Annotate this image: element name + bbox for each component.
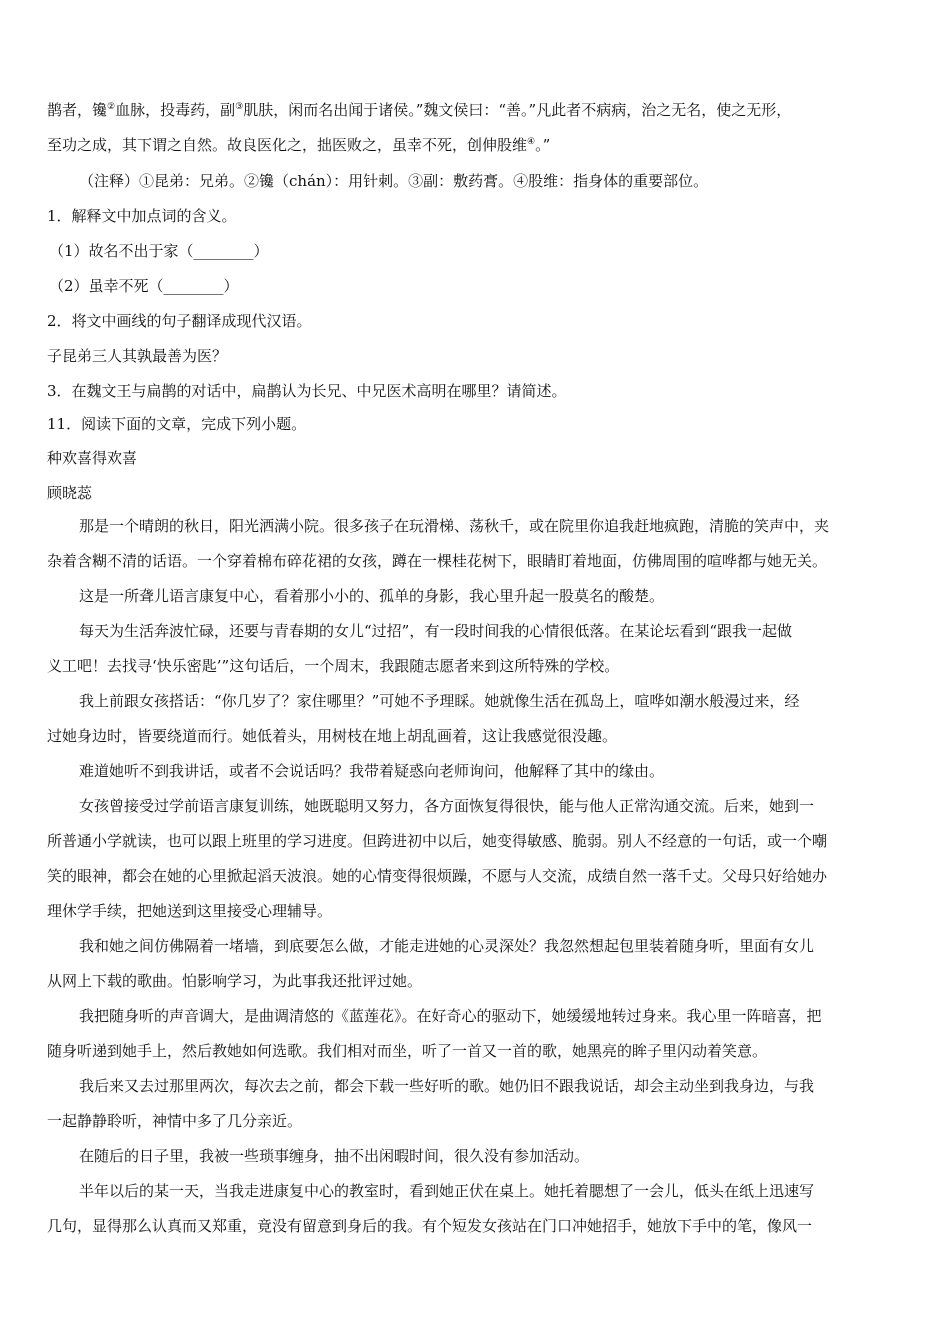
article-line: 随身听递到她手上，然后教她如何选歌。我们相对而坐，听了一首又一首的歌，她黑亮的眸子里闪动着笑意。	[47, 1042, 768, 1060]
section-11-heading: 11．阅读下面的文章，完成下列小题。	[47, 415, 307, 433]
question-1-part-2: （2）虽幸不死（________）	[49, 277, 239, 295]
question-2: 2．将文中画线的句子翻译成现代汉语。	[47, 312, 312, 330]
question-1-part-1: （1）故名不出于家（________）	[49, 242, 269, 260]
article-line: 义工吧！去找寻‘快乐密匙’”这句话后，一个周末，我跟随志愿者来到这所特殊的学校。	[47, 657, 620, 675]
article-line: 笑的眼神，都会在她的心里掀起滔天波浪。她的心情变得很烦躁，不愿与人交流，成绩自然一落千丈。父母只好给她办	[47, 867, 828, 885]
article-line: 理休学手续，把她送到这里接受心理辅导。	[47, 902, 333, 920]
passage-text: 血脉，投毒药，副	[115, 101, 236, 119]
article-line: 我和她之间仿佛隔着一堵墙，到底要怎么做，才能走进她的心灵深处？我忽然想起包里装着随身听，里面有女儿	[79, 937, 815, 955]
article-line: 每天为生活奔波忙碌，还要与青春期的女儿“过招”，有一段时间我的心情很低落。在某论坛看到“跟我一起做	[79, 622, 793, 640]
article-line: 几句，显得那么认真而又郑重，竟没有留意到身后的我。有个短发女孩站在门口冲她招手，她放下手中的笔，像风一	[47, 1217, 813, 1235]
passage-text: 鹊者，镵	[47, 101, 108, 119]
article-line: 我把随身听的声音调大，是曲调清悠的《蓝莲花》。在好奇心的驱动下，她缓缓地转过身来。我心里一阵暗喜，把	[79, 1007, 822, 1025]
article-line: 在随后的日子里，我被一些琐事缠身，抽不出闲暇时间，很久没有参加活动。	[79, 1147, 590, 1165]
passage-text: 肌肤，闲而名出闻于诸侯。”魏文侯曰：“善。”凡此者不病病，治之无名，使之无形，	[243, 101, 792, 119]
passage-text: 。”	[535, 136, 551, 154]
article-line: 所普通小学就读，也可以跟上班里的学习进度。但跨进初中以后，她变得敏感、脆弱。别人不经意的一句话，或一个嘲	[47, 832, 828, 850]
question-1: 1．解释文中加点词的含义。	[47, 207, 237, 225]
article-line: 杂着含糊不清的话语。一个穿着棉布碎花裙的女孩，蹲在一棵桂花树下，眼睛盯着地面，仿佛周围的喧哗都与她无关。	[47, 552, 828, 570]
article-line: 半年以后的某一天，当我走进康复中心的教室时，看到她正伏在桌上。她托着腮想了一会儿，低头在纸上迅速写	[79, 1182, 815, 1200]
footnote-marker: ②	[107, 102, 116, 112]
article-author: 顾晓蕊	[47, 484, 93, 502]
article-line: 难道她听不到我讲话，或者不会说话吗？我带着疑惑向老师询问，他解释了其中的缘由。	[79, 762, 665, 780]
annotation-notes: （注释）①昆弟：兄弟。②镵（chán）：用针刺。③副：敷药膏。④股维：指身体的重要部位。	[79, 172, 709, 190]
article-title: 种欢喜得欢喜	[47, 449, 138, 467]
article-line: 那是一个晴朗的秋日，阳光洒满小院。很多孩子在玩滑梯、荡秋千，或在院里你追我赶地疯跑，清脆的笑声中，夹	[79, 517, 830, 535]
article-line: 一起静静聆听，神情中多了几分亲近。	[47, 1112, 303, 1130]
passage-line-1	[47, 99, 907, 123]
article-line: 我上前跟女孩搭话：“你几岁了？家住哪里？”可她不予理睬。她就像生活在孤岛上，喧哗如潮水般漫过来，经	[79, 692, 800, 710]
article-line: 这是一所聋儿语言康复中心，看着那小小的、孤单的身影，我心里升起一股莫名的酸楚。	[79, 587, 665, 605]
article-line: 从网上下载的歌曲。怕影响学习，为此事我还批评过她。	[47, 972, 423, 990]
passage-text: 至功之成，其下谓之自然。故良医化之，拙医败之，虽幸不死，创伸股维	[47, 136, 528, 154]
passage-line-2	[47, 134, 907, 158]
footnote-marker: ④	[527, 137, 536, 147]
question-2-sentence: 子昆弟三人其孰最善为医？	[47, 347, 228, 365]
article-line: 我后来又去过那里两次，每次去之前，都会下载一些好听的歌。她仍旧不跟我说话，却会主动坐到我身边，与我	[79, 1077, 815, 1095]
article-line: 女孩曾接受过学前语言康复训练，她既聪明又努力，各方面恢复得很快，能与他人正常沟通交流。后来，她到一	[79, 797, 815, 815]
article-line: 过她身边时，皆要绕道而行。她低着头，用树枝在地上胡乱画着，这让我感觉很没趣。	[47, 727, 618, 745]
question-3: 3．在魏文王与扁鹊的对话中，扁鹊认为长兄、中兄医术高明在哪里？请简述。	[47, 382, 567, 400]
footnote-marker: ③	[235, 102, 244, 112]
